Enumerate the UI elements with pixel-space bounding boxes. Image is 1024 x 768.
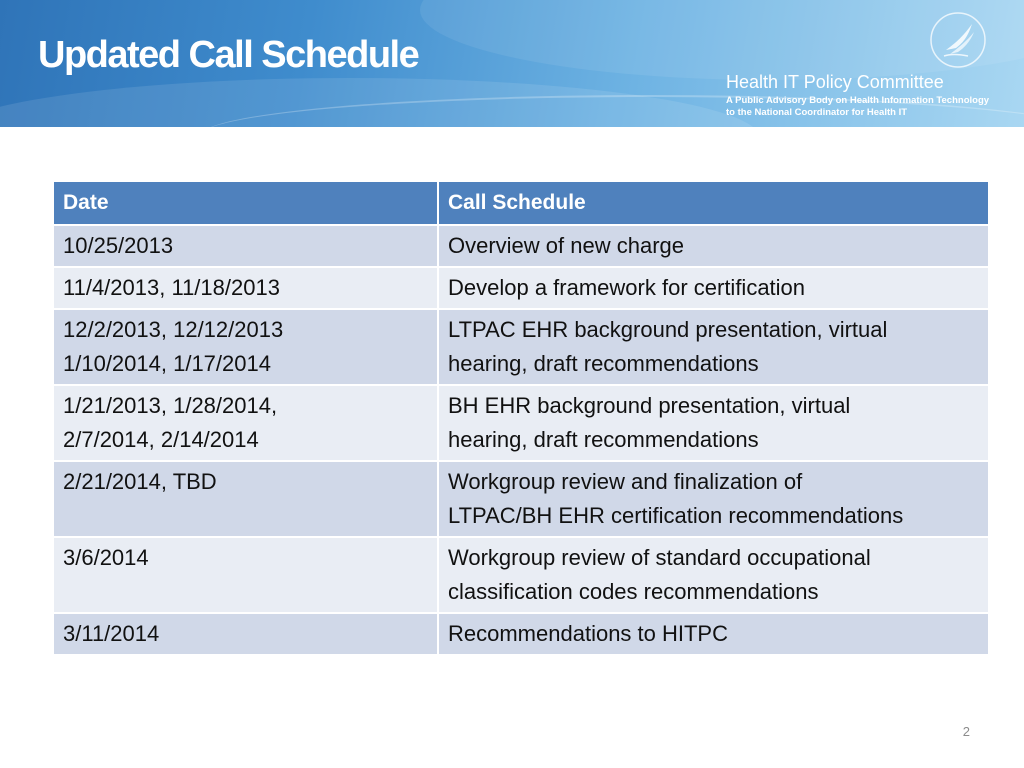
hhs-eagle-icon — [928, 10, 988, 70]
cell-line: 3/11/2014 — [63, 621, 160, 646]
cell-line: 1/10/2014, 1/17/2014 — [63, 351, 271, 376]
org-tagline-line: A Public Advisory Body on Health Information Technology — [726, 95, 990, 106]
org-tagline-line: to the National Coordinator for Health IT — [726, 107, 908, 118]
schedule-cell — [438, 613, 989, 655]
cell-line: BH EHR background presentation, virtual — [448, 393, 851, 418]
cell-line: Recommendations to HITPC — [448, 621, 728, 646]
cell-line: Overview of new charge — [448, 233, 684, 258]
table-header-row — [53, 181, 989, 225]
table-row — [53, 537, 989, 613]
org-tagline — [726, 95, 989, 119]
cell-line: Workgroup review and finalization of — [448, 469, 803, 494]
date-cell — [53, 461, 438, 537]
slide-title: Updated Call Schedule — [38, 34, 419, 76]
cell-line: classification codes recommendations — [448, 579, 819, 604]
org-name: Health IT Policy Committee — [726, 72, 944, 92]
cell-line: LTPAC EHR background presentation, virtual — [448, 317, 888, 342]
table-row — [53, 461, 989, 537]
date-cell — [53, 537, 438, 613]
schedule-cell — [438, 537, 989, 613]
cell-line: 2/7/2014, 2/14/2014 — [63, 427, 259, 452]
table-row — [53, 385, 989, 461]
date-cell — [53, 613, 438, 655]
cell-line: 3/6/2014 — [63, 545, 149, 570]
date-cell — [53, 267, 438, 309]
cell-line: hearing, draft recommendations — [448, 351, 759, 376]
date-cell — [53, 309, 438, 385]
cell-line: 1/21/2013, 1/28/2014, — [63, 393, 278, 418]
cell-line: LTPAC/BH EHR certification recommendations — [448, 503, 904, 528]
cell-line: 11/4/2013, 11/18/2013 — [63, 275, 280, 300]
schedule-cell — [438, 309, 989, 385]
cell-line: 12/2/2013, 12/12/2013 — [63, 317, 284, 342]
schedule-column-header: Call Schedule — [438, 181, 989, 225]
table-row — [53, 225, 989, 267]
cell-line: hearing, draft recommendations — [448, 427, 759, 452]
date-column-header: Date — [53, 181, 438, 225]
schedule-cell — [438, 461, 989, 537]
cell-line: Workgroup review of standard occupational — [448, 545, 871, 570]
date-cell — [53, 385, 438, 461]
cell-line: Develop a framework for certification — [448, 275, 806, 300]
cell-line: 10/25/2013 — [63, 233, 174, 258]
schedule-cell — [438, 267, 989, 309]
page-number: 2 — [962, 724, 970, 739]
header-banner — [0, 0, 1024, 127]
schedule-cell — [438, 225, 989, 267]
schedule-cell — [438, 385, 989, 461]
table-row — [53, 613, 989, 655]
date-cell — [53, 225, 438, 267]
call-schedule-table — [52, 180, 990, 656]
cell-line: 2/21/2014, TBD — [63, 469, 217, 494]
table-row — [53, 309, 989, 385]
table-row — [53, 267, 989, 309]
